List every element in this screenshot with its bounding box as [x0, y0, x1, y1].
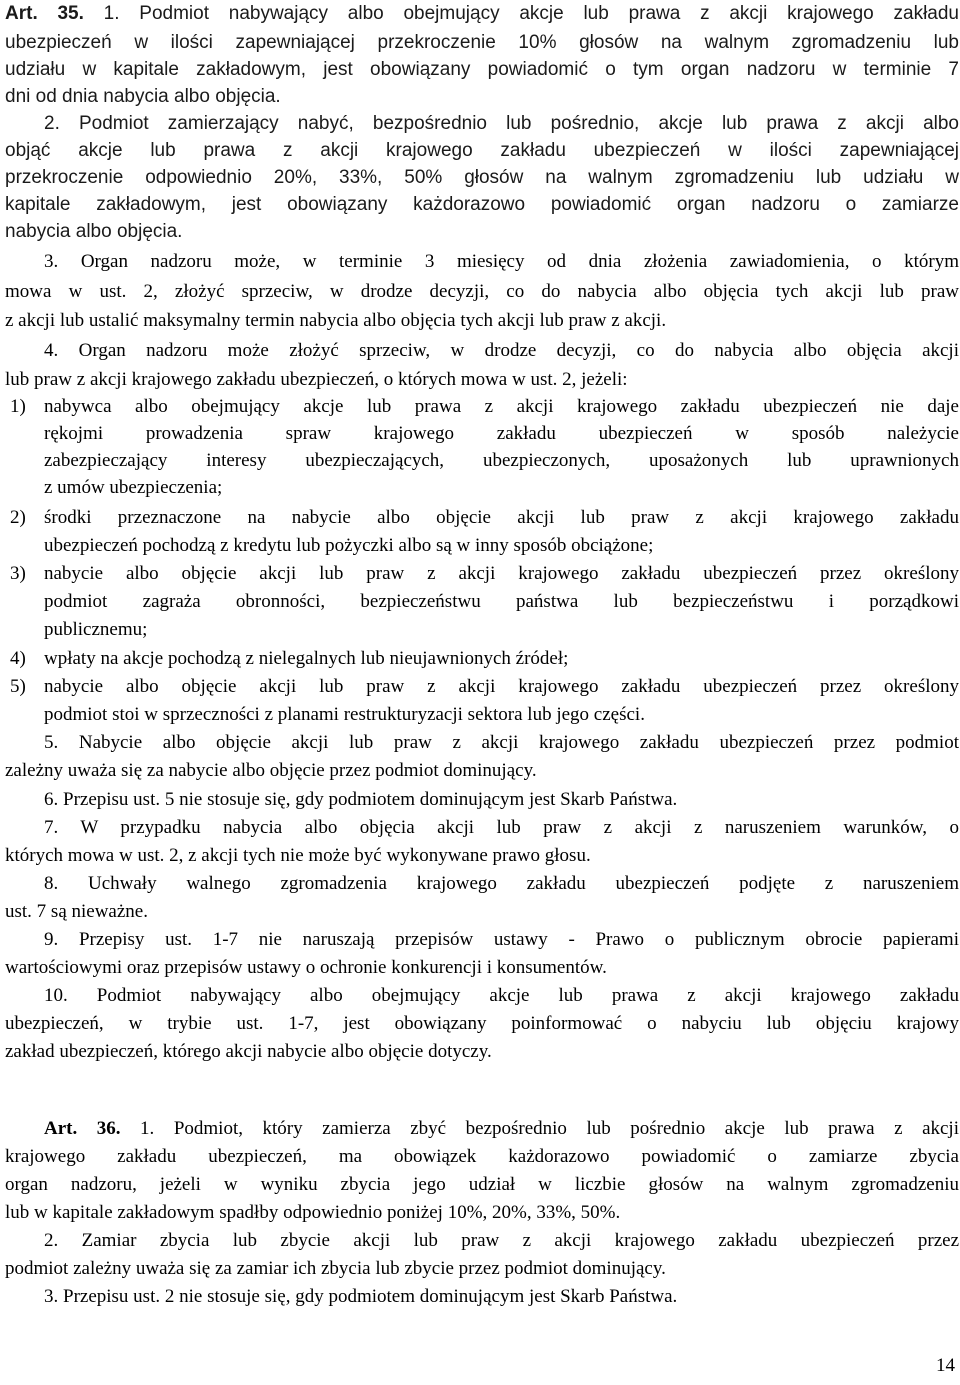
line-text: 9. Przepisy ust. 1-7 nie naruszają przepisów ustawy - Prawo o publicznym obrocie papierami	[44, 929, 959, 950]
line-text: ust. 7 są nieważne.	[5, 901, 148, 922]
line-text: wpłaty na akcje pochodzą z nielegalnych lub nieujawnionych źródeł;	[44, 648, 569, 669]
line-text: krajowego zakładu ubezpieczeń, ma obowiązek każdorazowo powiadomić o zamiarze zbycia	[5, 1146, 959, 1167]
line-text: lub w kapitale zakładowym spadłby odpowiednio poniżej 10%, 20%, 33%, 50%.	[5, 1202, 621, 1223]
text-line	[44, 448, 959, 474]
text-line	[44, 787, 677, 813]
line-text: kapitale zakładowym, jest obowiązany każdorazowo powiadomić organ nadzoru o zamiarze	[5, 194, 959, 215]
line-text: z umów ubezpieczenia;	[44, 477, 223, 498]
text-line	[5, 30, 959, 56]
line-text: ubezpieczeń pochodzą z kredytu lub pożyczki albo są w inny sposób obciążone;	[44, 535, 654, 556]
text-line	[5, 1172, 959, 1198]
list-marker: 4)	[10, 648, 26, 669]
text-line	[44, 421, 959, 447]
line-text: przekroczenie odpowiednio 20%, 33%, 50% głosów na walnym zgromadzeniu lub udziału w	[5, 167, 959, 188]
line-text: zabezpieczający interesy ubezpieczających, ubezpieczonych, uposażonych lub uprawnionych	[44, 450, 959, 471]
line-text: 3. Organ nadzoru może, w terminie 3 miesięcy od dnia złożenia zawiadomienia, o którym	[44, 251, 959, 272]
text-line	[44, 617, 147, 643]
article-heading-line	[5, 1, 959, 27]
text-line	[44, 338, 959, 364]
list-marker: 5)	[10, 676, 26, 697]
line-text: 1. Podmiot, który zamierza zbyć bezpośrednio lub pośrednio akcje lub prawa z akcji	[120, 1118, 959, 1139]
line-text: ubezpieczeń, w trybie ust. 1-7, jest obowiązany poinformować o nabyciu lub objęciu krajowy	[5, 1013, 959, 1034]
text-line	[5, 192, 959, 218]
text-line	[44, 815, 959, 841]
line-text: podmiot zależny uważa się za zamiar ich zbycia lub zbycie przez podmiot dominujący.	[5, 1258, 666, 1279]
line-text: podmiot stoi w sprzeczności z planami restrukturyzacji sektora lub jego części.	[44, 704, 645, 725]
text-line	[5, 1256, 666, 1282]
line-text: 2. Podmiot zamierzający nabyć, bezpośrednio lub pośrednio, akcje lub prawa z akcji albo	[44, 113, 959, 134]
line-text: dni od dnia nabycia albo objęcia.	[5, 86, 281, 107]
list-marker: 1)	[10, 396, 26, 417]
text-line	[5, 308, 666, 334]
text-line	[5, 138, 959, 164]
text-line	[5, 1011, 959, 1037]
list-item-line	[10, 674, 959, 700]
text-line	[44, 475, 222, 501]
line-text: publicznemu;	[44, 619, 148, 640]
line-text: 10. Podmiot nabywający albo obejmujący akcje lub prawa z akcji krajowego zakładu	[44, 985, 959, 1006]
text-line	[5, 1200, 620, 1226]
line-text: objąć akcje lub prawa z akcji krajowego zakładu ubezpieczeń w ilości zapewniającej	[5, 140, 959, 161]
text-line	[44, 111, 959, 137]
line-text: organ nadzoru, jeżeli w wyniku zbycia jego udział w liczbie głosów na walnym zgromadzeniu	[5, 1174, 959, 1195]
text-line	[44, 589, 959, 615]
line-text: 6. Przepisu ust. 5 nie stosuje się, gdy podmiotem dominującym jest Skarb Państwa.	[44, 789, 678, 810]
text-line	[44, 533, 653, 559]
article-number: Art. 36.	[44, 1118, 121, 1139]
text-line	[44, 983, 959, 1009]
text-line	[44, 1284, 677, 1310]
page-number: 14	[936, 1355, 955, 1376]
line-text: mowa w ust. 2, złożyć sprzeciw, w drodze decyzji, co do nabycia albo objęcia tych akcji lub praw	[5, 281, 959, 302]
text-line	[5, 84, 281, 110]
line-text: z akcji lub ustalić maksymalny termin nabycia albo objęcia tych akcji lub praw z akcji.	[5, 310, 667, 331]
text-line	[5, 165, 959, 191]
line-text: nabycie albo objęcie akcji lub praw z akcji krajowego zakładu ubezpieczeń przez określony	[44, 676, 959, 697]
text-line	[44, 730, 959, 756]
article-heading-line	[44, 1116, 959, 1142]
line-text: rękojmi prowadzenia spraw krajowego zakładu ubezpieczeń w sposób należycie	[44, 423, 959, 444]
text-line	[5, 367, 628, 393]
line-text: 1. Podmiot nabywający albo obejmujący akcje lub prawa z akcji krajowego zakładu	[83, 3, 959, 24]
text-line	[5, 899, 148, 925]
text-line	[5, 57, 959, 83]
line-text: których mowa w ust. 2, z akcji tych nie może być wykonywane prawo głosu.	[5, 845, 591, 866]
text-line	[5, 219, 182, 245]
text-line	[5, 279, 959, 305]
line-text: podmiot zagraża obronności, bezpieczeństwu państwa lub bezpieczeństwu i porządkowi	[44, 591, 959, 612]
line-text: zakład ubezpieczeń, którego akcji nabycie albo objęcie dotyczy.	[5, 1041, 492, 1062]
line-text: środki przeznaczone na nabycie albo objęcie akcji lub praw z akcji krajowego zakładu	[44, 507, 959, 528]
text-line	[44, 249, 959, 275]
line-text: nabywca albo obejmujący akcje lub prawa z akcji krajowego zakładu ubezpieczeń nie daje	[44, 396, 959, 417]
list-item-line	[10, 394, 959, 420]
text-line	[44, 871, 959, 897]
text-line	[44, 702, 645, 728]
line-text: zależny uważa się za nabycie albo objęcie przez podmiot dominujący.	[5, 760, 537, 781]
line-text: 8. Uchwały walnego zgromadzenia krajowego zakładu ubezpieczeń podjęte z naruszeniem	[44, 873, 959, 894]
text-line	[5, 758, 537, 784]
text-line	[5, 1144, 959, 1170]
list-marker: 2)	[10, 507, 26, 528]
list-item-line	[10, 561, 959, 587]
text-line	[5, 955, 607, 981]
list-item-line	[10, 505, 959, 531]
text-line	[44, 927, 959, 953]
article-number: Art. 35.	[5, 3, 84, 24]
text-line	[5, 843, 591, 869]
line-text: nabycia albo objęcia.	[5, 221, 183, 242]
line-text: udziału w kapitale zakładowym, jest obowiązany powiadomić o tym organ nadzoru w terminie 7	[5, 59, 959, 80]
list-item-line	[10, 646, 569, 672]
list-marker: 3)	[10, 563, 26, 584]
line-text: 3. Przepisu ust. 2 nie stosuje się, gdy podmiotem dominującym jest Skarb Państwa.	[44, 1286, 678, 1307]
line-text: ubezpieczeń w ilości zapewniającej przekroczenie 10% głosów na walnym zgromadzeniu lub	[5, 32, 959, 53]
line-text: wartościowymi oraz przepisów ustawy o ochronie konkurencji i konsumentów.	[5, 957, 607, 978]
text-line	[5, 1039, 492, 1065]
line-text: 7. W przypadku nabycia albo objęcia akcji lub praw z akcji z naruszeniem warunków, o	[44, 817, 959, 838]
line-text: lub praw z akcji krajowego zakładu ubezpieczeń, o których mowa w ust. 2, jeżeli:	[5, 369, 628, 390]
text-line	[44, 1228, 959, 1254]
line-text: nabycie albo objęcie akcji lub praw z akcji krajowego zakładu ubezpieczeń przez określony	[44, 563, 959, 584]
line-text: 4. Organ nadzoru może złożyć sprzeciw, w drodze decyzji, co do nabycia albo objęcia akcji	[44, 340, 959, 361]
line-text: 2. Zamiar zbycia lub zbycie akcji lub praw z akcji krajowego zakładu ubezpieczeń przez	[44, 1230, 959, 1251]
line-text: 5. Nabycie albo objęcie akcji lub praw z akcji krajowego zakładu ubezpieczeń przez podmiot	[44, 732, 959, 753]
